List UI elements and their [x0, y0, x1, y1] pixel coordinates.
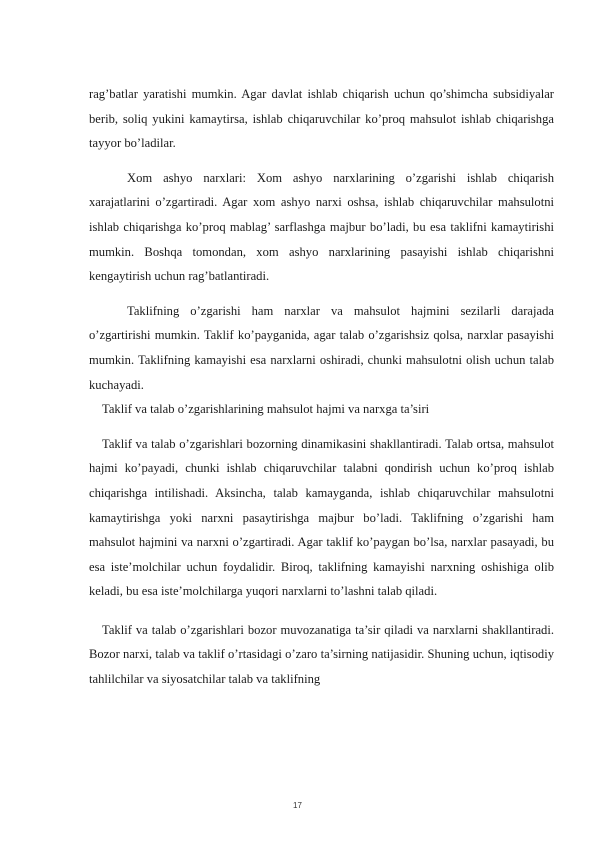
paragraph-3: Taklifning o’zgarishi ham narxlar va mahsulot hajmini sezilarli darajada o’zgartirishi mumkin. Taklif ko’payganida, agar talab o’zgarishsiz qolsa, narxlar pasayishi mumkin. Taklifning kamayishi esa narxlarni oshiradi, chunki mahsulotni olish uchun talab kuchayadi. — [89, 303, 554, 392]
paragraph-2: Xom ashyo narxlari: Xom ashyo narxlarining o’zgarishi ishlab chiqarish xarajatlarini o’zgartiradi. Agar xom ashyo narxi oshsa, ishlab chiqaruvchilar mahsulotni ishlab chiqarishga ko’proq mablag’ sarflashga majbur bo’ladi, bu esa taklifni kamaytirishi mumkin. Boshqa tomondan, xom ashyo narxlarining pasayishi ishlab chiqarishni kengaytirish uchun rag’batlantiradi. — [89, 170, 554, 284]
page-number: 17 — [293, 801, 302, 810]
document-page — [89, 82, 554, 692]
paragraph-4: Taklif va talab o’zgarishlari bozorning dinamikasini shakllantiradi. Talab ortsa, mahsulot hajmi ko’payadi, chunki ishlab chiqaruvchilar talabni qondirish uchun ko’proq ishlab chiqarishga intilishadi. Aksincha, talab kamayganda, ishlab chiqaruvchilar mahsulotni kamaytirishga yoki narxni pasaytirishga majbur bo’ladi. Taklifning o’zgarishi ham mahsulot hajmini va narxni o’zgartiradi. Agar taklif ko’paygan bo’lsa, narxlar pasayadi, bu esa iste’molchilar uchun foydalidir. Biroq, taklifning kamayishi narxning oshishiga olib keladi, bu esa iste’molchilarga yuqori narxlarni to’lashni talab qiladi. — [89, 436, 554, 599]
section-heading: Taklif va talab o’zgarishlarining mahsulot hajmi va narxga ta’siri — [102, 402, 430, 417]
paragraph-1: rag’batlar yaratishi mumkin. Agar davlat ishlab chiqarish uchun qo’shimcha subsidiyalar berib, soliq yukini kamaytirsa, ishlab chiqaruvchilar ko’proq mahsulot ishlab chiqarishga tayyor bo’ladilar. — [89, 87, 554, 151]
paragraph-5: Taklif va talab o’zgarishlari bozor muvozanatiga ta’sir qiladi va narxlarni shakllantiradi. Bozor narxi, talab va taklif o’rtasidagi o’zaro ta’sirning natijasidir. Shuning uchun, iqtisodiy tahlilchilar va siyosatchilar talab va taklifning — [89, 622, 554, 687]
